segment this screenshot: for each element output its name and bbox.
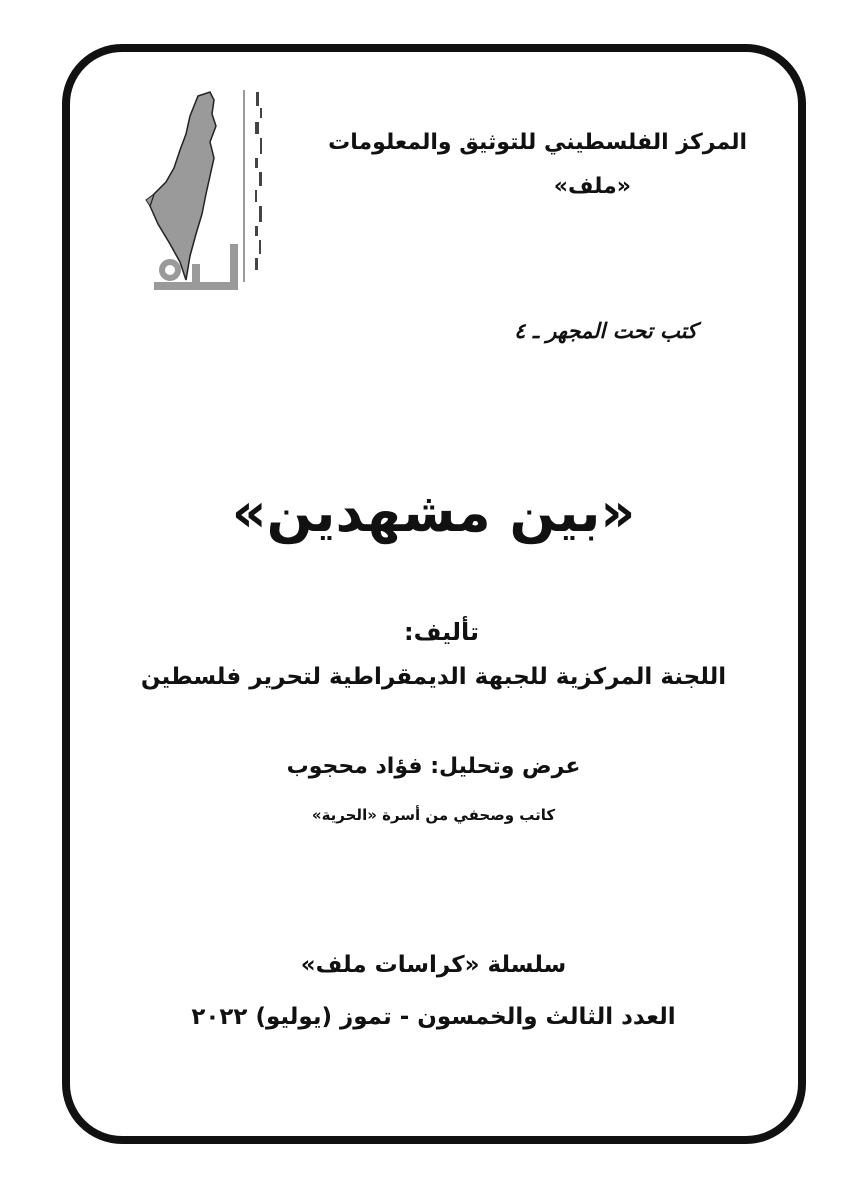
author-name: اللجنة المركزية للجبهة الديمقراطية لتحرير فلسطين	[140, 664, 727, 690]
logo-mark-stroke-2	[192, 264, 200, 290]
reviewer-line: عرض وتحليل: فؤاد محجوب	[286, 754, 581, 779]
map-shape	[150, 92, 216, 280]
logo	[140, 84, 280, 304]
page-title: «بين مشهدين»	[231, 481, 636, 544]
author-label: تأليف:	[403, 618, 479, 646]
logo-vertical-text	[255, 92, 262, 270]
header	[327, 128, 747, 204]
series-name: سلسلة «كراسات ملف»	[300, 952, 567, 978]
logo-mark-dot	[162, 262, 178, 278]
issue-line: العدد الثالث والخمسون - تموز (يوليو) ٢٠٢٢	[191, 1004, 676, 1030]
series-tag: كتب تحت المجهر ـ ٤	[514, 318, 697, 343]
logo-mark-stroke-1	[230, 244, 238, 290]
organization-name: المركز الفلسطيني للتوثيق والمعلومات	[328, 130, 747, 155]
reviewer-description: كاتب وصحفي من أسرة «الحرية»	[311, 806, 556, 824]
palestine-map-icon	[140, 84, 280, 304]
organization-short-name: «ملف»	[553, 174, 631, 199]
